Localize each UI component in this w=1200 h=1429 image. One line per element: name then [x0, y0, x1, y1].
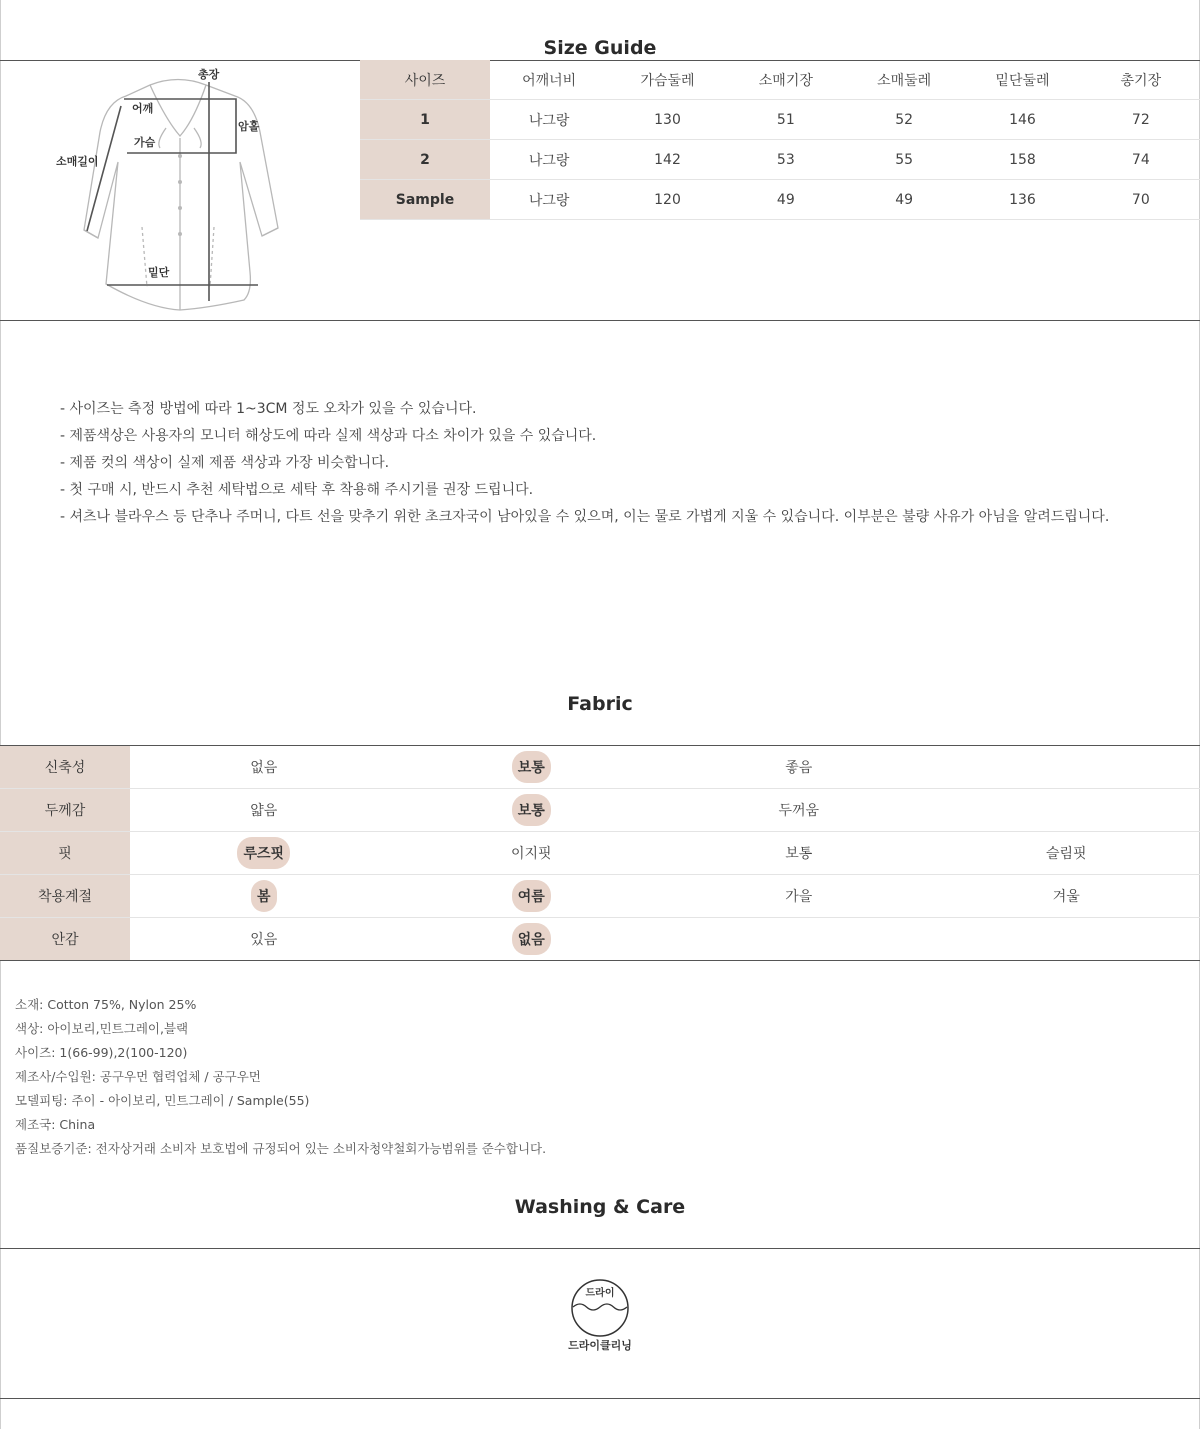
- fabric-option-selected: 보통: [512, 794, 551, 826]
- header-cell: 어깨너비: [490, 60, 608, 100]
- fabric-option-cell: [933, 918, 1200, 961]
- diagram-label-total-length: 총장: [198, 68, 220, 81]
- fabric-option-cell: [665, 918, 933, 961]
- table-cell: 53: [727, 140, 845, 180]
- fabric-option: 좋음: [785, 760, 813, 776]
- fabric-attribute-label: 착용계절: [0, 875, 130, 918]
- fabric-option-cell: [665, 746, 933, 789]
- fabric-row: [0, 789, 1200, 832]
- fabric-option-cell: [130, 875, 398, 918]
- table-cell: 158: [963, 140, 1081, 180]
- fabric-option-selected: 루즈핏: [237, 837, 290, 869]
- fabric-attribute-label: 신축성: [0, 746, 130, 789]
- fabric-option: 두꺼움: [778, 803, 820, 819]
- divider: [0, 960, 1200, 961]
- spec-item: 품질보증기준: 전자상거래 소비자 보호법에 규정되어 있는 소비자청약철회가능범위를 준수합니다.: [15, 1141, 547, 1156]
- note-item: - 첫 구매 시, 반드시 추천 세탁법으로 세탁 후 착용해 주시기를 권장 드립니다.: [60, 482, 534, 498]
- spec-item: 제조국: China: [15, 1117, 96, 1132]
- diagram-label-sleeve-length: 소매길이: [56, 155, 99, 168]
- fabric-option-cell: [130, 918, 398, 961]
- table-cell: 49: [845, 180, 963, 220]
- fabric-option: 슬림핏: [1045, 846, 1087, 862]
- size-table-header-row: [360, 60, 1200, 100]
- header-cell: 총기장: [1082, 60, 1200, 100]
- fabric-option-cell: [665, 832, 933, 875]
- fabric-row: [0, 875, 1200, 918]
- divider: [0, 1248, 1200, 1249]
- dry-clean-icon: [568, 1276, 632, 1340]
- header-cell: 가슴둘레: [608, 60, 726, 100]
- divider: [0, 1398, 1200, 1399]
- fabric-option-cell: [665, 875, 933, 918]
- table-cell: 나그랑: [490, 180, 608, 220]
- fabric-option: 없음: [250, 760, 278, 776]
- header-cell: 밑단둘레: [963, 60, 1081, 100]
- fabric-option-cell: [933, 832, 1200, 875]
- diagram-label-shoulder: 어깨: [132, 102, 154, 115]
- fabric-option-selected: 봄: [251, 880, 277, 912]
- table-cell: 52: [845, 100, 963, 140]
- fabric-table: [0, 746, 1200, 960]
- divider: [0, 320, 1200, 321]
- size-notes: [60, 396, 1109, 531]
- note-item: - 제품색상은 사용자의 모니터 해상도에 따라 실제 색상과 다소 차이가 있을 수 있습니다.: [60, 428, 597, 444]
- spec-item: 소재: Cotton 75%, Nylon 25%: [15, 997, 197, 1012]
- fabric-row: [0, 746, 1200, 789]
- diagram-label-hem: 밑단: [148, 266, 170, 279]
- size-guide-title: Size Guide: [543, 37, 657, 59]
- table-row: [360, 140, 1200, 180]
- table-cell: 136: [963, 180, 1081, 220]
- header-cell: 사이즈: [360, 60, 490, 100]
- table-cell: 나그랑: [490, 140, 608, 180]
- note-item: - 셔츠나 블라우스 등 단추나 주머니, 다트 선을 맞추기 위한 초크자국이 남아있을 수 있으며, 이는 물로 가볍게 지울 수 있습니다. 이부분은 불량 사유가 아님을 알려드립니다.: [60, 509, 1110, 525]
- fabric-option: 얇음: [250, 803, 278, 819]
- spec-item: 제조사/수입원: 공구우먼 협력업체 / 공구우먼: [15, 1069, 261, 1084]
- fabric-option: 겨울: [1052, 889, 1080, 905]
- fabric-option-cell: [130, 789, 398, 832]
- table-cell: 120: [608, 180, 726, 220]
- fabric-option-cell: [398, 832, 666, 875]
- table-cell: 70: [1082, 180, 1200, 220]
- fabric-option-cell: [398, 746, 666, 789]
- fabric-row: [0, 918, 1200, 961]
- fabric-attribute-label: 핏: [0, 832, 130, 875]
- fabric-option: 보통: [785, 846, 813, 862]
- diagram-label-armhole: 암홀: [238, 120, 260, 133]
- fabric-option-cell: [130, 746, 398, 789]
- dry-clean-label: 드라이클리닝: [568, 1339, 632, 1352]
- spec-item: 색상: 아이보리,민트그레이,블랙: [15, 1021, 189, 1036]
- fabric-option-selected: 보통: [512, 751, 551, 783]
- diagram-label-chest: 가슴: [134, 136, 156, 149]
- fabric-option-selected: 없음: [512, 923, 551, 955]
- size-cell: 1: [360, 100, 490, 140]
- size-cell: 2: [360, 140, 490, 180]
- table-row: [360, 180, 1200, 220]
- fabric-option: 있음: [250, 932, 278, 948]
- fabric-option-cell: [398, 918, 666, 961]
- header-cell: 소매기장: [727, 60, 845, 100]
- fabric-attribute-label: 안감: [0, 918, 130, 961]
- note-item: - 제품 컷의 색상이 실제 제품 색상과 가장 비슷합니다.: [60, 455, 390, 471]
- table-cell: 142: [608, 140, 726, 180]
- table-cell: 74: [1082, 140, 1200, 180]
- fabric-option-cell: [398, 875, 666, 918]
- table-cell: 130: [608, 100, 726, 140]
- fabric-option-cell: [665, 789, 933, 832]
- fabric-option-cell: [398, 789, 666, 832]
- table-cell: 나그랑: [490, 100, 608, 140]
- table-cell: 51: [727, 100, 845, 140]
- table-cell: 146: [963, 100, 1081, 140]
- size-cell: Sample: [360, 180, 490, 220]
- fabric-title: Fabric: [567, 693, 633, 715]
- washing-care-title: Washing & Care: [514, 1196, 686, 1218]
- fabric-option-cell: [933, 789, 1200, 832]
- spec-item: 모델피팅: 주이 - 아이보리, 민트그레이 / Sample(55): [15, 1093, 310, 1108]
- table-cell: 55: [845, 140, 963, 180]
- fabric-option-cell: [933, 746, 1200, 789]
- fabric-row: [0, 832, 1200, 875]
- size-table: [360, 60, 1200, 220]
- fabric-option-cell: [130, 832, 398, 875]
- table-cell: 72: [1082, 100, 1200, 140]
- spec-item: 사이즈: 1(66-99),2(100-120): [15, 1045, 188, 1060]
- fabric-option: 이지핏: [510, 846, 552, 862]
- garment-size-diagram: [48, 62, 298, 318]
- header-cell: 소매둘레: [845, 60, 963, 100]
- note-item: - 사이즈는 측정 방법에 따라 1~3CM 정도 오차가 있을 수 있습니다.: [60, 401, 477, 417]
- product-specs: [15, 993, 546, 1161]
- fabric-option-cell: [933, 875, 1200, 918]
- fabric-option-selected: 여름: [512, 880, 551, 912]
- table-cell: 49: [727, 180, 845, 220]
- fabric-option: 가을: [785, 889, 813, 905]
- table-row: [360, 100, 1200, 140]
- fabric-attribute-label: 두께감: [0, 789, 130, 832]
- dry-clean-icon-text: 드라이: [585, 1288, 615, 1299]
